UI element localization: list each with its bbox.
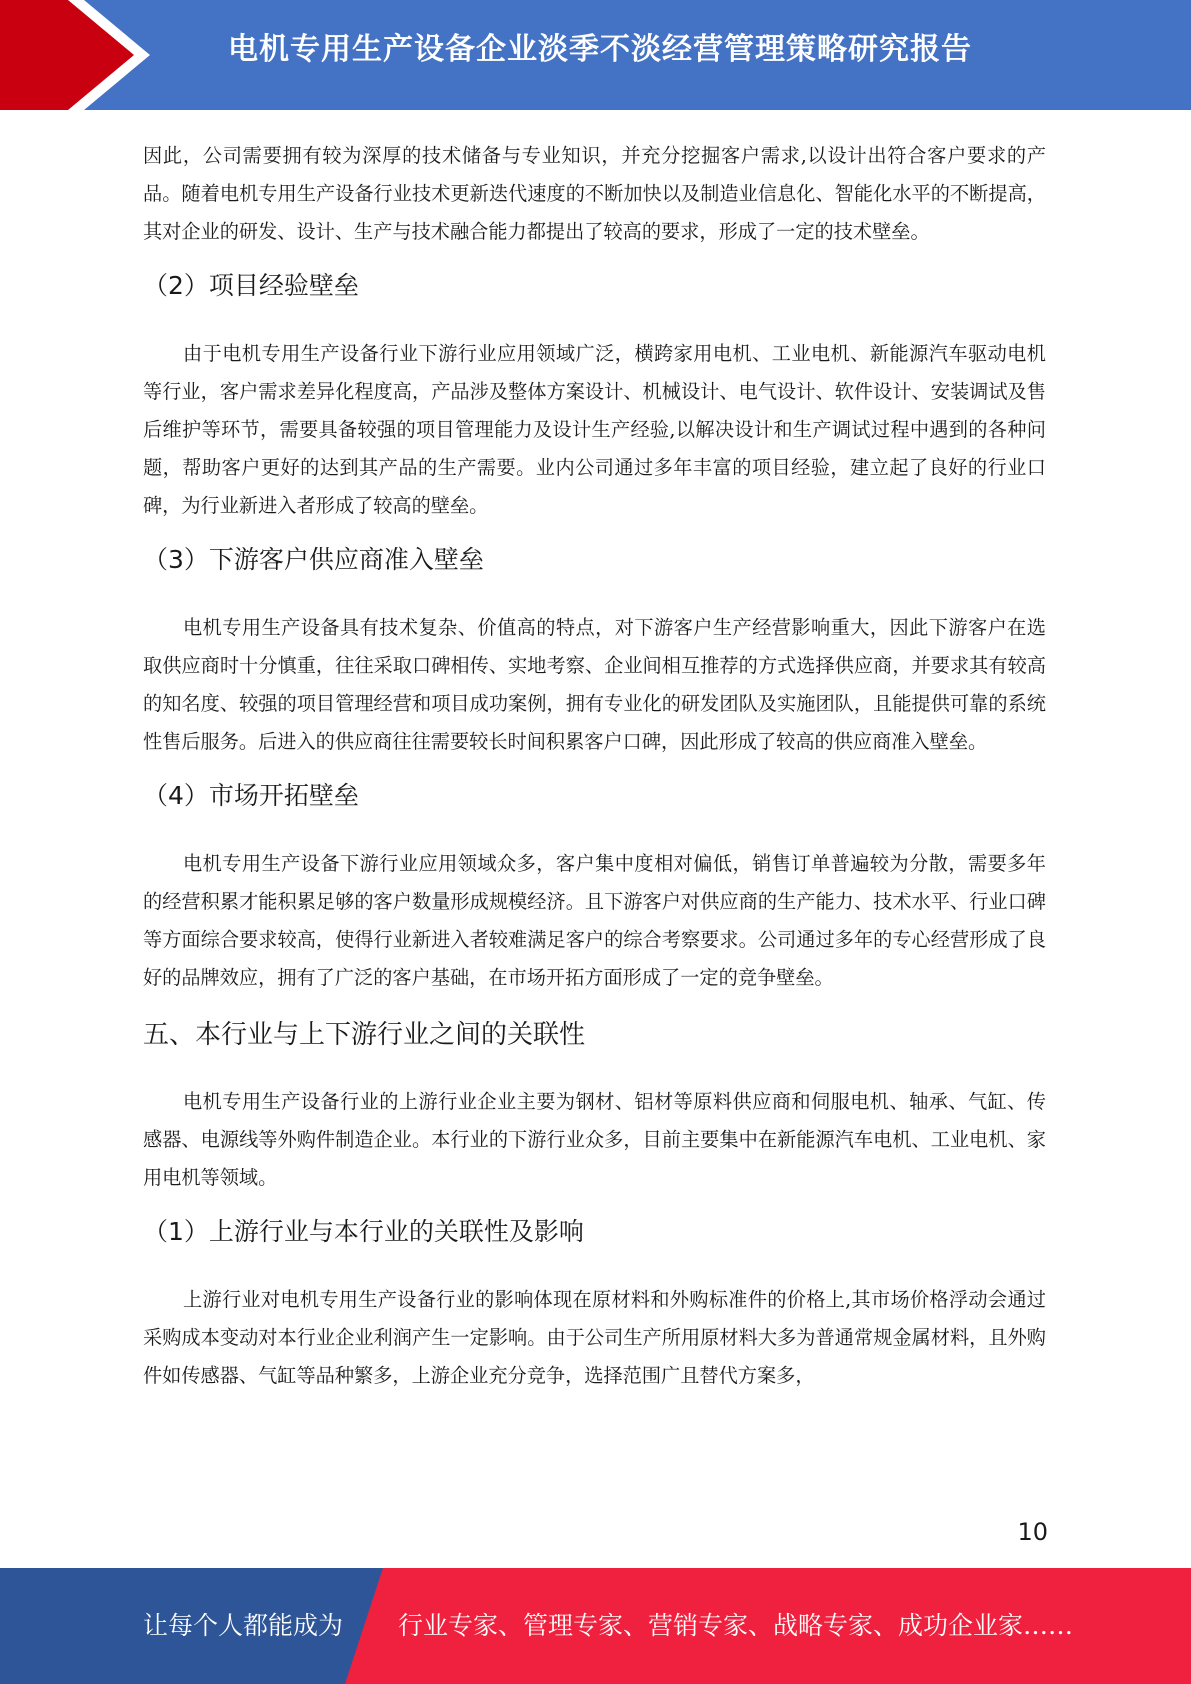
heading-market-barrier: （4）市场开拓壁垒 — [143, 781, 359, 810]
heading-section-five: 五、本行业与上下游行业之间的关联性 — [143, 1020, 586, 1050]
page-number: 10 — [1017, 1518, 1048, 1546]
footer-banner — [0, 1568, 1191, 1684]
red-arrow-shape — [0, 0, 150, 110]
paragraph-project-experience: 由于电机专用生产设备行业下游行业应用领域广泛，横跨家用电机、工业电机、新能源汽车驱动电机等行业，客户需求差异化程度高，产品涉及整体方案设计、机械设计、电气设计、软件设计、安装调试及售后维护等环节，需要具备较强的项目管理能力及设计生产经验,以解决设计和生产调试过程中遇到的各种问题，帮助客户更好的达到其产品的生产需要。业内公司通过多年丰富的项目经验，建立起了良好的行业口碑，为行业新进入者形成了较高的壁垒。 — [143, 342, 1046, 517]
page-content — [143, 135, 1046, 1395]
header-banner — [0, 0, 1191, 110]
paragraph-intro: 因此，公司需要拥有较为深厚的技术储备与专业知识，并充分挖掘客户需求,以设计出符合客户要求的产品。随着电机专用生产设备行业技术更新迭代速度的不断加快以及制造业信息化、智能化水平的不断提高，其对企业的研发、设计、生产与技术融合能力都提出了较高的要求，形成了一定的技术壁垒。 — [143, 144, 1046, 243]
paragraph-upstream: 上游行业对电机专用生产设备行业的影响体现在原材料和外购标准件的价格上,其市场价格浮动会通过采购成本变动对本行业企业利润产生一定影响。由于公司生产所用原材料大多为普通常规金属材料，且外购件如传感器、气缸等品种繁多，上游企业充分竞争，选择范围广且替代方案多， — [143, 1288, 1046, 1387]
heading-project-experience-barrier: （2）项目经验壁垒 — [143, 271, 359, 300]
paragraph-supplier-access: 电机专用生产设备具有技术复杂、价值高的特点，对下游客户生产经营影响重大，因此下游客户在选取供应商时十分慎重，往往采取口碑相传、实地考察、企业间相互推荐的方式选择供应商，并要求其有较高的知名度、较强的项目管理经营和项目成功案例，拥有专业化的研发团队及实施团队，且能提供可靠的系统性售后服务。后进入的供应商往往需要较长时间积累客户口碑，因此形成了较高的供应商准入壁垒。 — [143, 616, 1046, 753]
heading-upstream-impact: （1）上游行业与本行业的关联性及影响 — [143, 1217, 584, 1246]
heading-supplier-access-barrier: （3）下游客户供应商准入壁垒 — [143, 545, 484, 574]
paragraph-section-five: 电机专用生产设备行业的上游行业企业主要为钢材、铝材等原料供应商和伺服电机、轴承、气缸、传感器、电源线等外购件制造企业。本行业的下游行业众多，目前主要集中在新能源汽车电机、工业电机、家用电机等领域。 — [143, 1090, 1046, 1189]
footer-slogan-left: 让每个人都能成为 — [143, 1611, 344, 1640]
paragraph-market: 电机专用生产设备下游行业应用领域众多，客户集中度相对偏低，销售订单普遍较为分散，需要多年的经营积累才能积累足够的客户数量形成规模经济。且下游客户对供应商的生产能力、技术水平、行业口碑等方面综合要求较高，使得行业新进入者较难满足客户的综合考察要求。公司通过多年的专心经营形成了良好的品牌效应，拥有了广泛的客户基础，在市场开拓方面形成了一定的竞争壁垒。 — [143, 852, 1046, 989]
footer-slogan-right: 行业专家、管理专家、营销专家、战略专家、成功企业家…… — [398, 1611, 1074, 1640]
report-title: 电机专用生产设备企业淡季不淡经营管理策略研究报告 — [228, 32, 972, 67]
